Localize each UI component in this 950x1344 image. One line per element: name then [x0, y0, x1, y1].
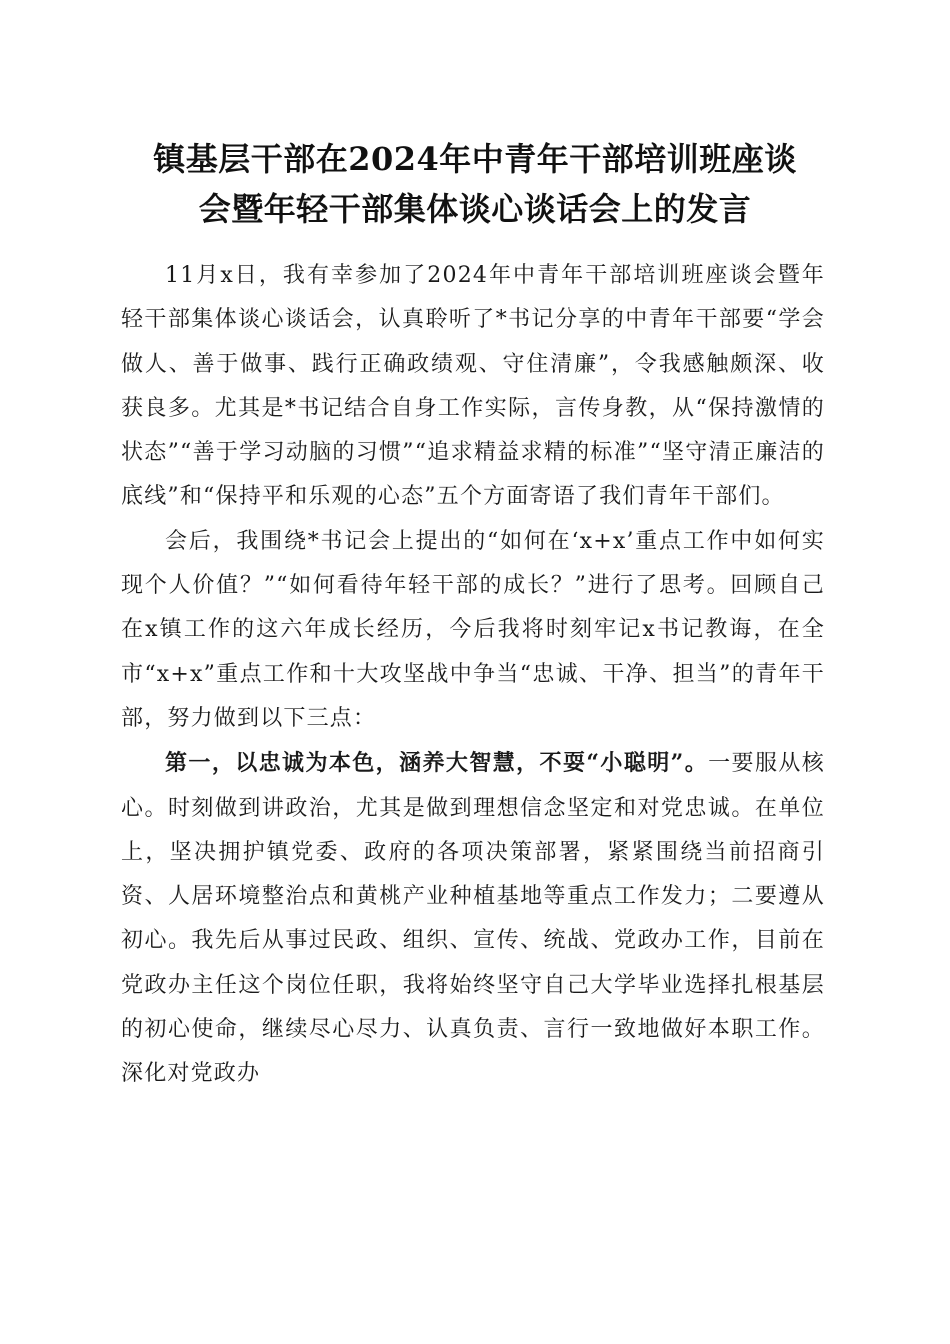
paragraph-3-text: 一要服从核心。时刻做到讲政治，尤其是做到理想信念坚定和对党忠诚。在单位上，坚决拥护镇党委、政府的各项决策部署，紧紧围绕当前招商引资、人居环境整治点和黄桃产业种植基地等重点工作发力；二要遵从初心。我先后从事过民政、组织、宣传、统战、党政办工作，目前在党政办主任这个岗位任职，我将始终坚守自己大学毕业选择扎根基层的初心使命，继续尽心尽力、认真负责、言行一致地做好本职工作。深化对党政办 — [121, 751, 825, 1087]
document-body — [121, 254, 825, 1097]
title-line-1: 镇基层干部在2024年中青年干部培训班座谈 — [153, 140, 797, 178]
paragraph-2-text: 会后，我围绕*书记会上提出的“如何在‘x+x’重点工作中如何实现个人价值？”“如何看待年轻干部的成长？”进行了思考。回顾自己在x镇工作的这六年成长经历，今后我将时刻牢记x书记教诲，在全市“x+x”重点工作和十大攻坚战中争当“忠诚、干净、担当”的青年干部，努力做到以下三点： — [121, 528, 825, 731]
paragraph-3 — [121, 741, 825, 1096]
document-title — [110, 134, 840, 234]
paragraph-3-lead: 第一，以忠诚为本色，涵养大智慧，不耍“小聪明”。 — [165, 750, 709, 777]
paragraph-2 — [121, 520, 825, 741]
paragraph-1-text: 11月x日，我有幸参加了2024年中青年干部培训班座谈会暨年轻干部集体谈心谈话会，认真聆听了*书记分享的中青年干部要“学会做人、善于做事、践行正确政绩观、守住清廉”，令我感触颇深、收获良多。尤其是*书记结合自身工作实际，言传身教，从“保持激情的状态”“善于学习动脑的习惯”“追求精益求精的标准”“坚守清正廉洁的底线”和“保持平和乐观的心态”五个方面寄语了我们青年干部们。 — [121, 263, 825, 510]
paragraph-1 — [121, 254, 825, 520]
title-line-2: 会暨年轻干部集体谈心谈话会上的发言 — [198, 190, 752, 228]
